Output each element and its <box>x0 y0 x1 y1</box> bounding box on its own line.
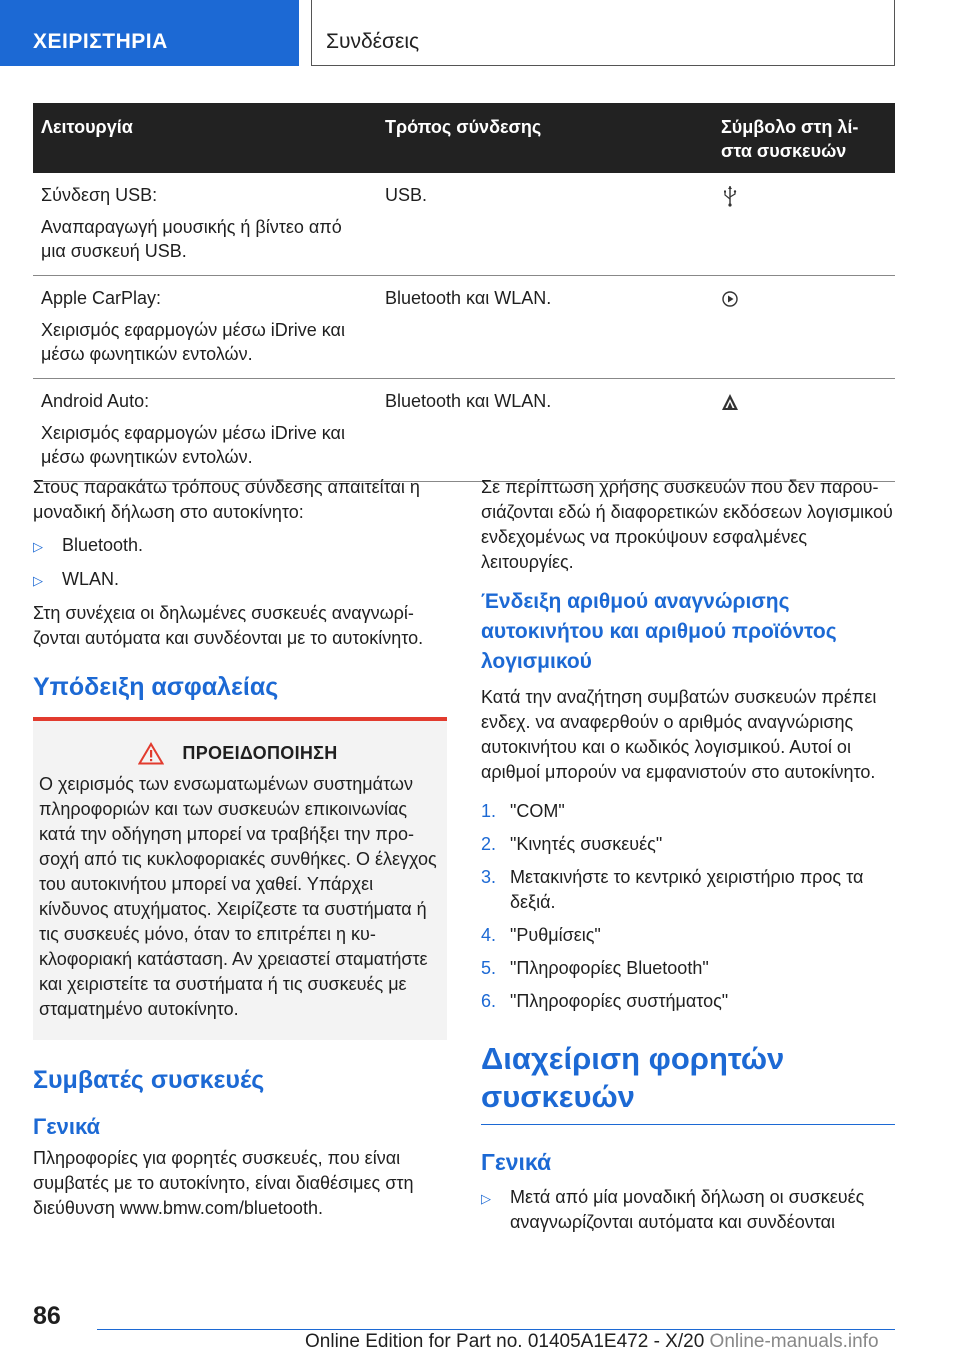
general-heading: Γενικά <box>481 1149 552 1175</box>
connection-table <box>33 103 895 482</box>
android-auto-icon <box>721 391 739 413</box>
edition-text: Online Edition for Part no. 01405A1E472 - X/20 <box>305 1331 705 1352</box>
usb-icon <box>721 185 739 207</box>
list-item <box>33 533 447 559</box>
warning-triangle-icon <box>138 742 164 765</box>
section-tab: ΧΕΙΡΙΣΤΗΡΙΑ <box>0 0 299 66</box>
row-name: Σύνδεση USB: <box>41 185 158 205</box>
right-column <box>481 475 895 1243</box>
list-item <box>481 799 895 824</box>
table-cell-symbol <box>713 173 895 276</box>
table-row <box>33 379 895 482</box>
table-row <box>33 173 895 276</box>
table-cell-connection: USB. <box>377 173 713 276</box>
step-number: 2. <box>481 834 497 854</box>
column-header-function: Λειτουργία <box>33 103 377 173</box>
row-name: Apple CarPlay: <box>41 288 162 308</box>
table-header-row <box>33 103 895 173</box>
chapter-title: Συνδέσεις <box>311 0 895 66</box>
list-item <box>481 1185 895 1235</box>
column-header-symbol: Σύμβολο στη λί- στα συσκευών <box>713 103 895 173</box>
general-text: Πληροφορίες για φορητές συσκευές, που είναι συμβατές με το αυτοκίνητο, είναι διαθέσιμες στη διεύθυνση www.bmw.com/bluetooth. <box>33 1148 414 1218</box>
step-number: 6. <box>481 991 497 1011</box>
step-number: 1. <box>481 801 497 821</box>
step-text: "Κινητές συσκευές" <box>510 834 663 854</box>
table-cell-connection: Bluetooth και WLAN. <box>377 379 713 482</box>
warning-box <box>33 721 447 1040</box>
warning-title <box>39 741 437 766</box>
row-name: Android Auto: <box>41 391 150 411</box>
list-item <box>481 865 895 915</box>
manage-devices-heading: Διαχείριση φορητών συσκευών <box>481 1040 895 1125</box>
list-item <box>481 832 895 857</box>
step-text: "COM" <box>510 801 565 821</box>
warning-text: Ο χειρισμός των ενσωματωμένων συστημάτων πληροφοριών και των συσκευών επικοινωνίας κατά την οδήγηση μπορεί να τραβήξει την προσοχή από τις κυκλοφοριακές συνθήκες. Ο έλεγχος του αυτοκινήτου μπορεί να χαθεί. Υπάρχει κίνδυνος ατυχήματος. Χειρίζεστε τα συστήματα ή τις συσκευές μόνο, όταν το επιτρέπει η κυκλοφοριακή κατάσταση. Αν χρειαστεί σταματήστε και χειριστείτε τα συστήματα ή τις συσκευές με σταματημένο αυτοκίνητο. <box>39 774 437 1019</box>
id-heading: Ένδειξη αριθμού αναγνώρισης αυτοκινήτου και αριθμού προϊόντος λογισμικού <box>481 590 837 673</box>
warning-label: ΠΡΟΕΙΔΟΠΟΙΗΣΗ <box>182 743 338 763</box>
step-number: 3. <box>481 867 497 887</box>
table-row <box>33 276 895 379</box>
row-description: Χειρισμός εφαρμογών μέσω iDrive και μέσω φωνητικών εντολών. <box>41 320 345 364</box>
watermark-text: Online-manuals.info <box>709 1331 879 1352</box>
list-item <box>481 956 895 981</box>
table-cell-function <box>33 173 377 276</box>
intro-text: Στους παρακάτω τρόπους σύνδεσης απαιτείται η μοναδική δήλωση στο αυτοκίνητο: <box>33 477 420 522</box>
bullet-text: Μετά από μία μοναδική δήλωση οι συσκευές αναγνωρίζονται αυτόματα και συνδέονται <box>510 1187 865 1232</box>
step-number: 5. <box>481 958 497 978</box>
step-number: 4. <box>481 925 497 945</box>
bullet-triangle-icon: ▷ <box>33 539 43 554</box>
intro-text: Σε περίπτωση χρήσης συσκευών που δεν παρουσιάζονται εδώ ή διαφορετικών εκδόσεων λογισμικού ενδεχομένως να προκύψουν εσφαλμένες λειτουργίες. <box>481 477 893 572</box>
step-text: "Ρυθμίσεις" <box>510 925 601 945</box>
bullet-text: Bluetooth. <box>62 535 144 555</box>
list-item <box>481 989 895 1014</box>
footer-divider <box>97 1329 895 1330</box>
footer-edition <box>305 1331 879 1353</box>
row-description: Χειρισμός εφαρμογών μέσω iDrive και μέσω φωνητικών εντολών. <box>41 423 345 467</box>
table-cell-function <box>33 379 377 482</box>
carplay-icon <box>721 288 739 310</box>
list-item <box>33 567 447 593</box>
table-cell-symbol <box>713 276 895 379</box>
safety-heading: Υπόδειξη ασφαλείας <box>33 671 447 721</box>
row-description: Αναπαραγωγή μουσικής ή βίντεο από μια συσκευή USB. <box>41 217 342 261</box>
column-header-connection: Τρόπος σύνδεσης <box>377 103 713 173</box>
bullet-triangle-icon: ▷ <box>33 573 43 588</box>
general-heading: Γενικά <box>33 1114 101 1139</box>
page-number: 86 <box>33 1302 61 1330</box>
table-cell-symbol <box>713 379 895 482</box>
step-text: Μετακινήστε το κεντρικό χειριστήριο προς τα δεξιά. <box>510 867 864 912</box>
id-text: Κατά την αναζήτηση συμβατών συσκευών πρέπει ενδεχ. να αναφερθούν ο αριθμός αναγνώρισης αυτοκινήτου και ο κωδικός λογισμικού. Αυτοί οι αριθμοί μπορούν να εμφανιστούν στο αυτοκίνητο. <box>481 687 877 782</box>
after-text: Στη συνέχεια οι δηλωμένες συσκευές αναγνωρίζονται αυτόματα και συνδέονται με το αυτοκίνητο. <box>33 603 424 648</box>
bullet-text: WLAN. <box>62 569 120 589</box>
bullet-triangle-icon: ▷ <box>481 1191 491 1206</box>
table-cell-connection: Bluetooth και WLAN. <box>377 276 713 379</box>
table-cell-function <box>33 276 377 379</box>
list-item <box>481 923 895 948</box>
step-text: "Πληροφορίες συστήματος" <box>510 991 729 1011</box>
compatible-devices-heading: Συμβατές συσκευές <box>33 1066 265 1094</box>
page-header <box>0 0 960 66</box>
step-text: "Πληροφορίες Bluetooth" <box>510 958 709 978</box>
left-column <box>33 475 447 1229</box>
